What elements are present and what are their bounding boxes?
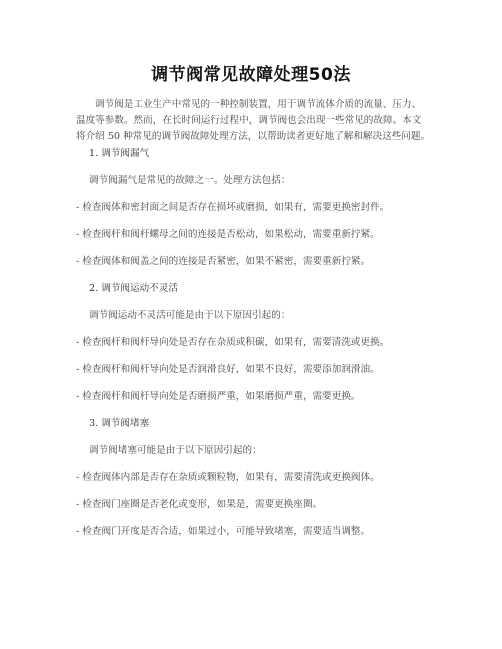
list-item: - 检查阀体和密封面之间是否存在损坏或磨损，如果有，需要更换密封件。 (76, 202, 390, 213)
list-item: - 检查阀杆和阀杆螺母之间的连接是否松动，如果松动，需要重新拧紧。 (76, 229, 380, 240)
list-item: - 检查阀门座圈是否老化或变形，如果是，需要更换座圈。 (76, 499, 323, 510)
section-lead: 调节阀堵塞可能是由于以下原因引起的： (89, 445, 262, 456)
intro-line: 调节阀是工业生产中常见的一种控制装置，用于调节流体介质的流量、压力、 (95, 99, 422, 110)
document-body (76, 146, 432, 540)
intro-line: 温度等参数。然而，在长时间运行过程中，调节阀也会出现一些常见的故障。本文 (76, 115, 422, 126)
intro-paragraph (76, 97, 432, 145)
section-heading: 3. 调节阀堵塞 (89, 418, 150, 429)
section-heading: 1. 调节阀漏气 (89, 148, 150, 159)
list-item: - 检查阀体和阀盖之间的连接是否紧密，如果不紧密，需要重新拧紧。 (76, 256, 371, 267)
section-lead: 调节阀运动不灵活可能是由于以下原因引起的： (89, 310, 291, 321)
section-lead: 调节阀漏气是常见的故障之一。处理方法包括： (89, 175, 291, 186)
list-item: - 检查阀杆和阀杆导向处是否润滑良好，如果不良好，需要添加润滑油。 (76, 364, 380, 375)
section-heading: 2. 调节阀运动不灵活 (89, 283, 178, 294)
intro-line: 将介绍 50 种常见的调节阀故障处理方法，以帮助读者更好地了解和解决这些问题。 (76, 131, 431, 142)
document-title: 调节阀常见故障处理50法 (151, 65, 351, 85)
list-item: - 检查阀杆和阀杆导向处是否磨损严重，如果磨损严重，需要更换。 (76, 391, 361, 402)
list-item: - 检查阀杆和阀杆导向处是否存在杂质或积碳，如果有，需要清洗或更换。 (76, 337, 390, 348)
list-item: - 检查阀体内部是否存在杂质或颗粒物，如果有，需要清洗或更换阀体。 (76, 472, 380, 483)
list-item: - 检查阀门开度是否合适，如果过小，可能导致堵塞，需要适当调整。 (76, 526, 371, 537)
